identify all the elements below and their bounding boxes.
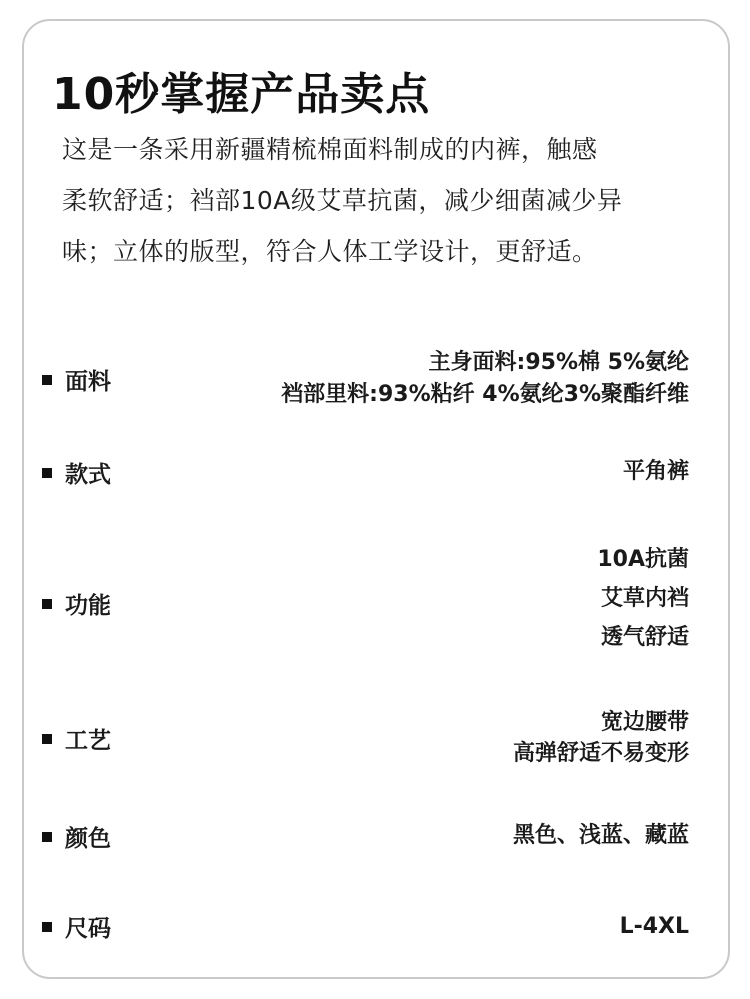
bullet-icon (42, 599, 52, 609)
spec-values-fabric (281, 347, 689, 411)
spec-label-text: 工艺 (65, 728, 111, 754)
description-line: 这是一条采用新疆精梳棉面料制成的内裤，触感 (62, 135, 598, 164)
spec-label-craft (42, 722, 111, 755)
description-line: 柔软舒适；裆部10A级艾草抗菌，减少细菌减少异 (62, 186, 623, 215)
spec-label-text: 款式 (65, 462, 111, 488)
spec-value: 透气舒适 (600, 625, 689, 650)
description-line: 味；立体的版型，符合人体工学设计，更舒适。 (62, 237, 598, 266)
spec-value: L-4XL (619, 914, 689, 939)
spec-value: 裆部里料:93%粘纤 4%氨纶3%聚酯纤维 (281, 382, 689, 407)
spec-value: 黑色、浅蓝、藏蓝 (512, 823, 689, 848)
bullet-icon (42, 922, 52, 932)
spec-label-style (42, 456, 111, 489)
bullet-icon (42, 375, 52, 385)
spec-label-fabric (42, 363, 111, 396)
spec-values-craft (513, 707, 689, 769)
spec-value: 平角裤 (622, 459, 689, 484)
spec-label-text: 尺码 (65, 916, 111, 942)
spec-label-text: 功能 (65, 593, 111, 619)
spec-values-size (620, 911, 689, 943)
bullet-icon (42, 734, 52, 744)
spec-values-style (623, 456, 689, 488)
spec-label-function (42, 587, 111, 620)
spec-label-text: 面料 (65, 369, 111, 395)
spec-value: 宽边腰带 (600, 710, 689, 735)
spec-values-color (513, 820, 689, 852)
spec-label-size (42, 910, 111, 943)
bullet-icon (42, 832, 52, 842)
spec-value: 艾草内裆 (600, 586, 689, 611)
product-description (62, 124, 722, 277)
spec-value: 高弹舒适不易变形 (512, 741, 689, 766)
spec-value: 10A抗菌 (597, 547, 689, 572)
spec-label-text: 颜色 (65, 826, 111, 852)
spec-label-color (42, 820, 111, 853)
spec-value: 主身面料:95%棉 5%氨纶 (428, 350, 689, 375)
bullet-icon (42, 468, 52, 478)
spec-values-function (597, 540, 689, 657)
page-title: 10秒掌握产品卖点 (52, 69, 431, 120)
